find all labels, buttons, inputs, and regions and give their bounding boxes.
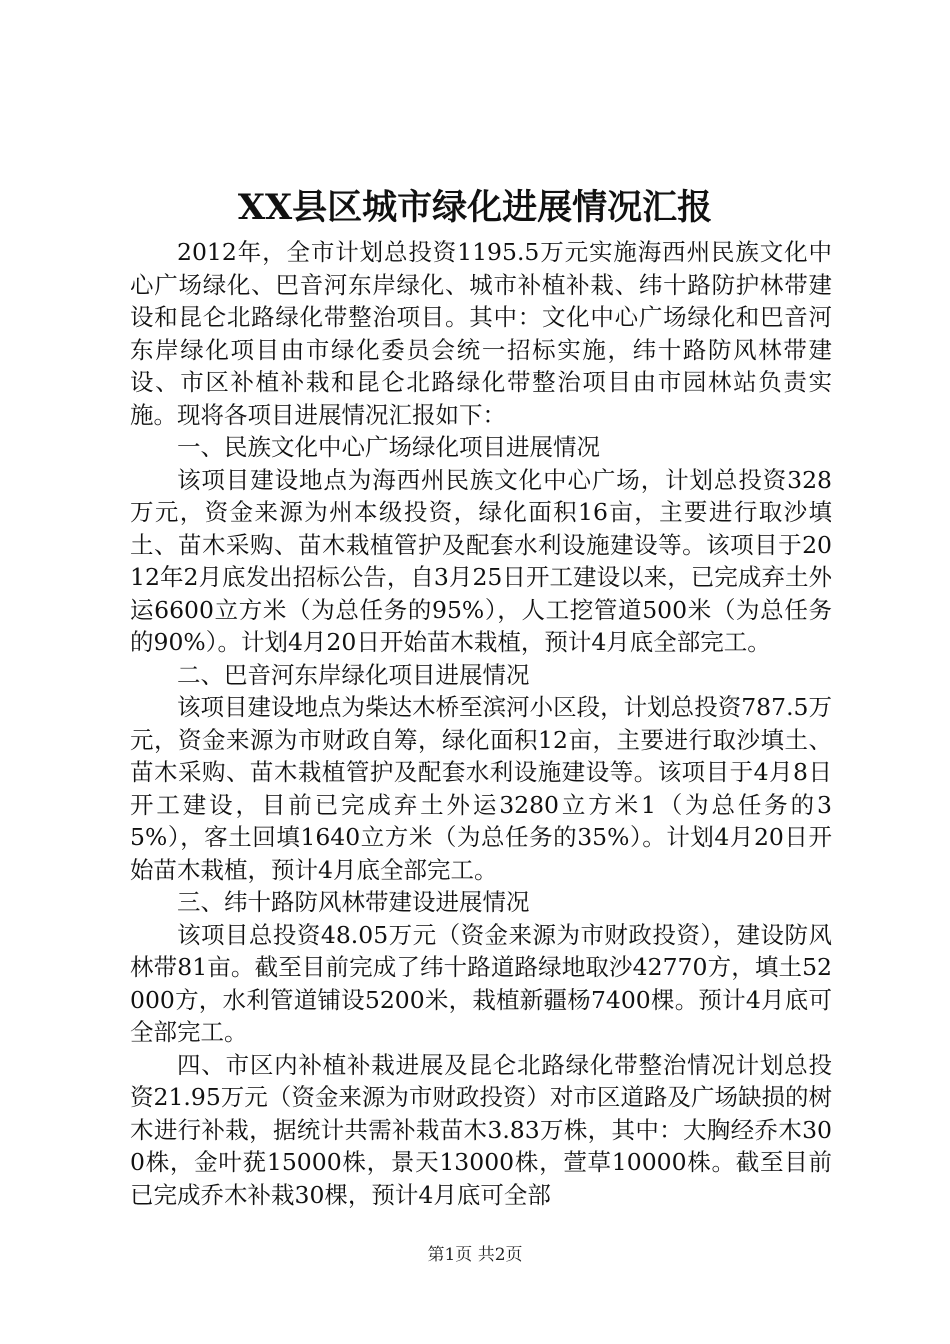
- section-4-paragraph: 四、市区内补植补栽进展及昆仑北路绿化带整治情况计划总投资21.95万元（资金来源为市财政投资）对市区道路及广场缺损的树木进行补栽，据统计共需补栽苗木3.83万株，其中：大胸经乔木300株，金叶莸15000株，景天13000株，萱草10000株。截至目前已完成乔木补栽30棵，预计4月底可全部: [130, 1050, 832, 1209]
- intro-paragraph: 2012年，全市计划总投资1195.5万元实施海西州民族文化中心广场绿化、巴音河东岸绿化、城市补植补栽、纬十路防护林带建设和昆仑北路绿化带整治项目。其中：文化中心广场绿化和巴音河东岸绿化项目由市绿化委员会统一招标实施，纬十路防风林带建设、市区补植补栽和昆仑北路绿化带整治项目由市园林站负责实施。现将各项目进展情况汇报如下：: [130, 238, 832, 429]
- section-2-paragraph: 该项目建设地点为柴达木桥至滨河小区段，计划总投资787.5万元，资金来源为市财政自筹，绿化面积12亩，主要进行取沙填土、苗木采购、苗木栽植管护及配套水利设施建设等。该项目于4月8日开工建设，目前已完成弃土外运3280立方米1（为总任务的35%），客土回填1640立方米（为总任务的35%）。计划4月20日开始苗木栽植，预计4月底全部完工。: [130, 693, 832, 884]
- section-1-paragraph: 该项目建设地点为海西州民族文化中心广场，计划总投资328万元，资金来源为州本级投资，绿化面积16亩，主要进行取沙填土、苗木采购、苗木栽植管护及配套水利设施建设等。该项目于2012年2月底发出招标公告，自3月25日开工建设以来，已完成弃土外运6600立方米（为总任务的95%），人工挖管道500米（为总任务的90%）。计划4月20日开始苗木栽植，预计4月底全部完工。: [130, 465, 832, 656]
- document-body: [130, 236, 832, 1211]
- section-3-heading: 三、纬十路防风林带建设进展情况: [177, 888, 530, 916]
- section-2-heading: 二、巴音河东岸绿化项目进展情况: [177, 660, 530, 689]
- document-title: XX县区城市绿化进展情况汇报: [237, 187, 713, 228]
- section-3-paragraph: 该项目总投资48.05万元（资金来源为市财政投资），建设防风林带81亩。截至目前完成了纬十路道路绿地取沙42770方，填土52000方，水利管道铺设5200米，栽植新疆杨7400棵。预计4月底可全部完工。: [130, 920, 832, 1046]
- section-1-heading: 一、民族文化中心广场绿化项目进展情况: [177, 433, 600, 461]
- page-footer: 第1页 共2页: [427, 1245, 523, 1265]
